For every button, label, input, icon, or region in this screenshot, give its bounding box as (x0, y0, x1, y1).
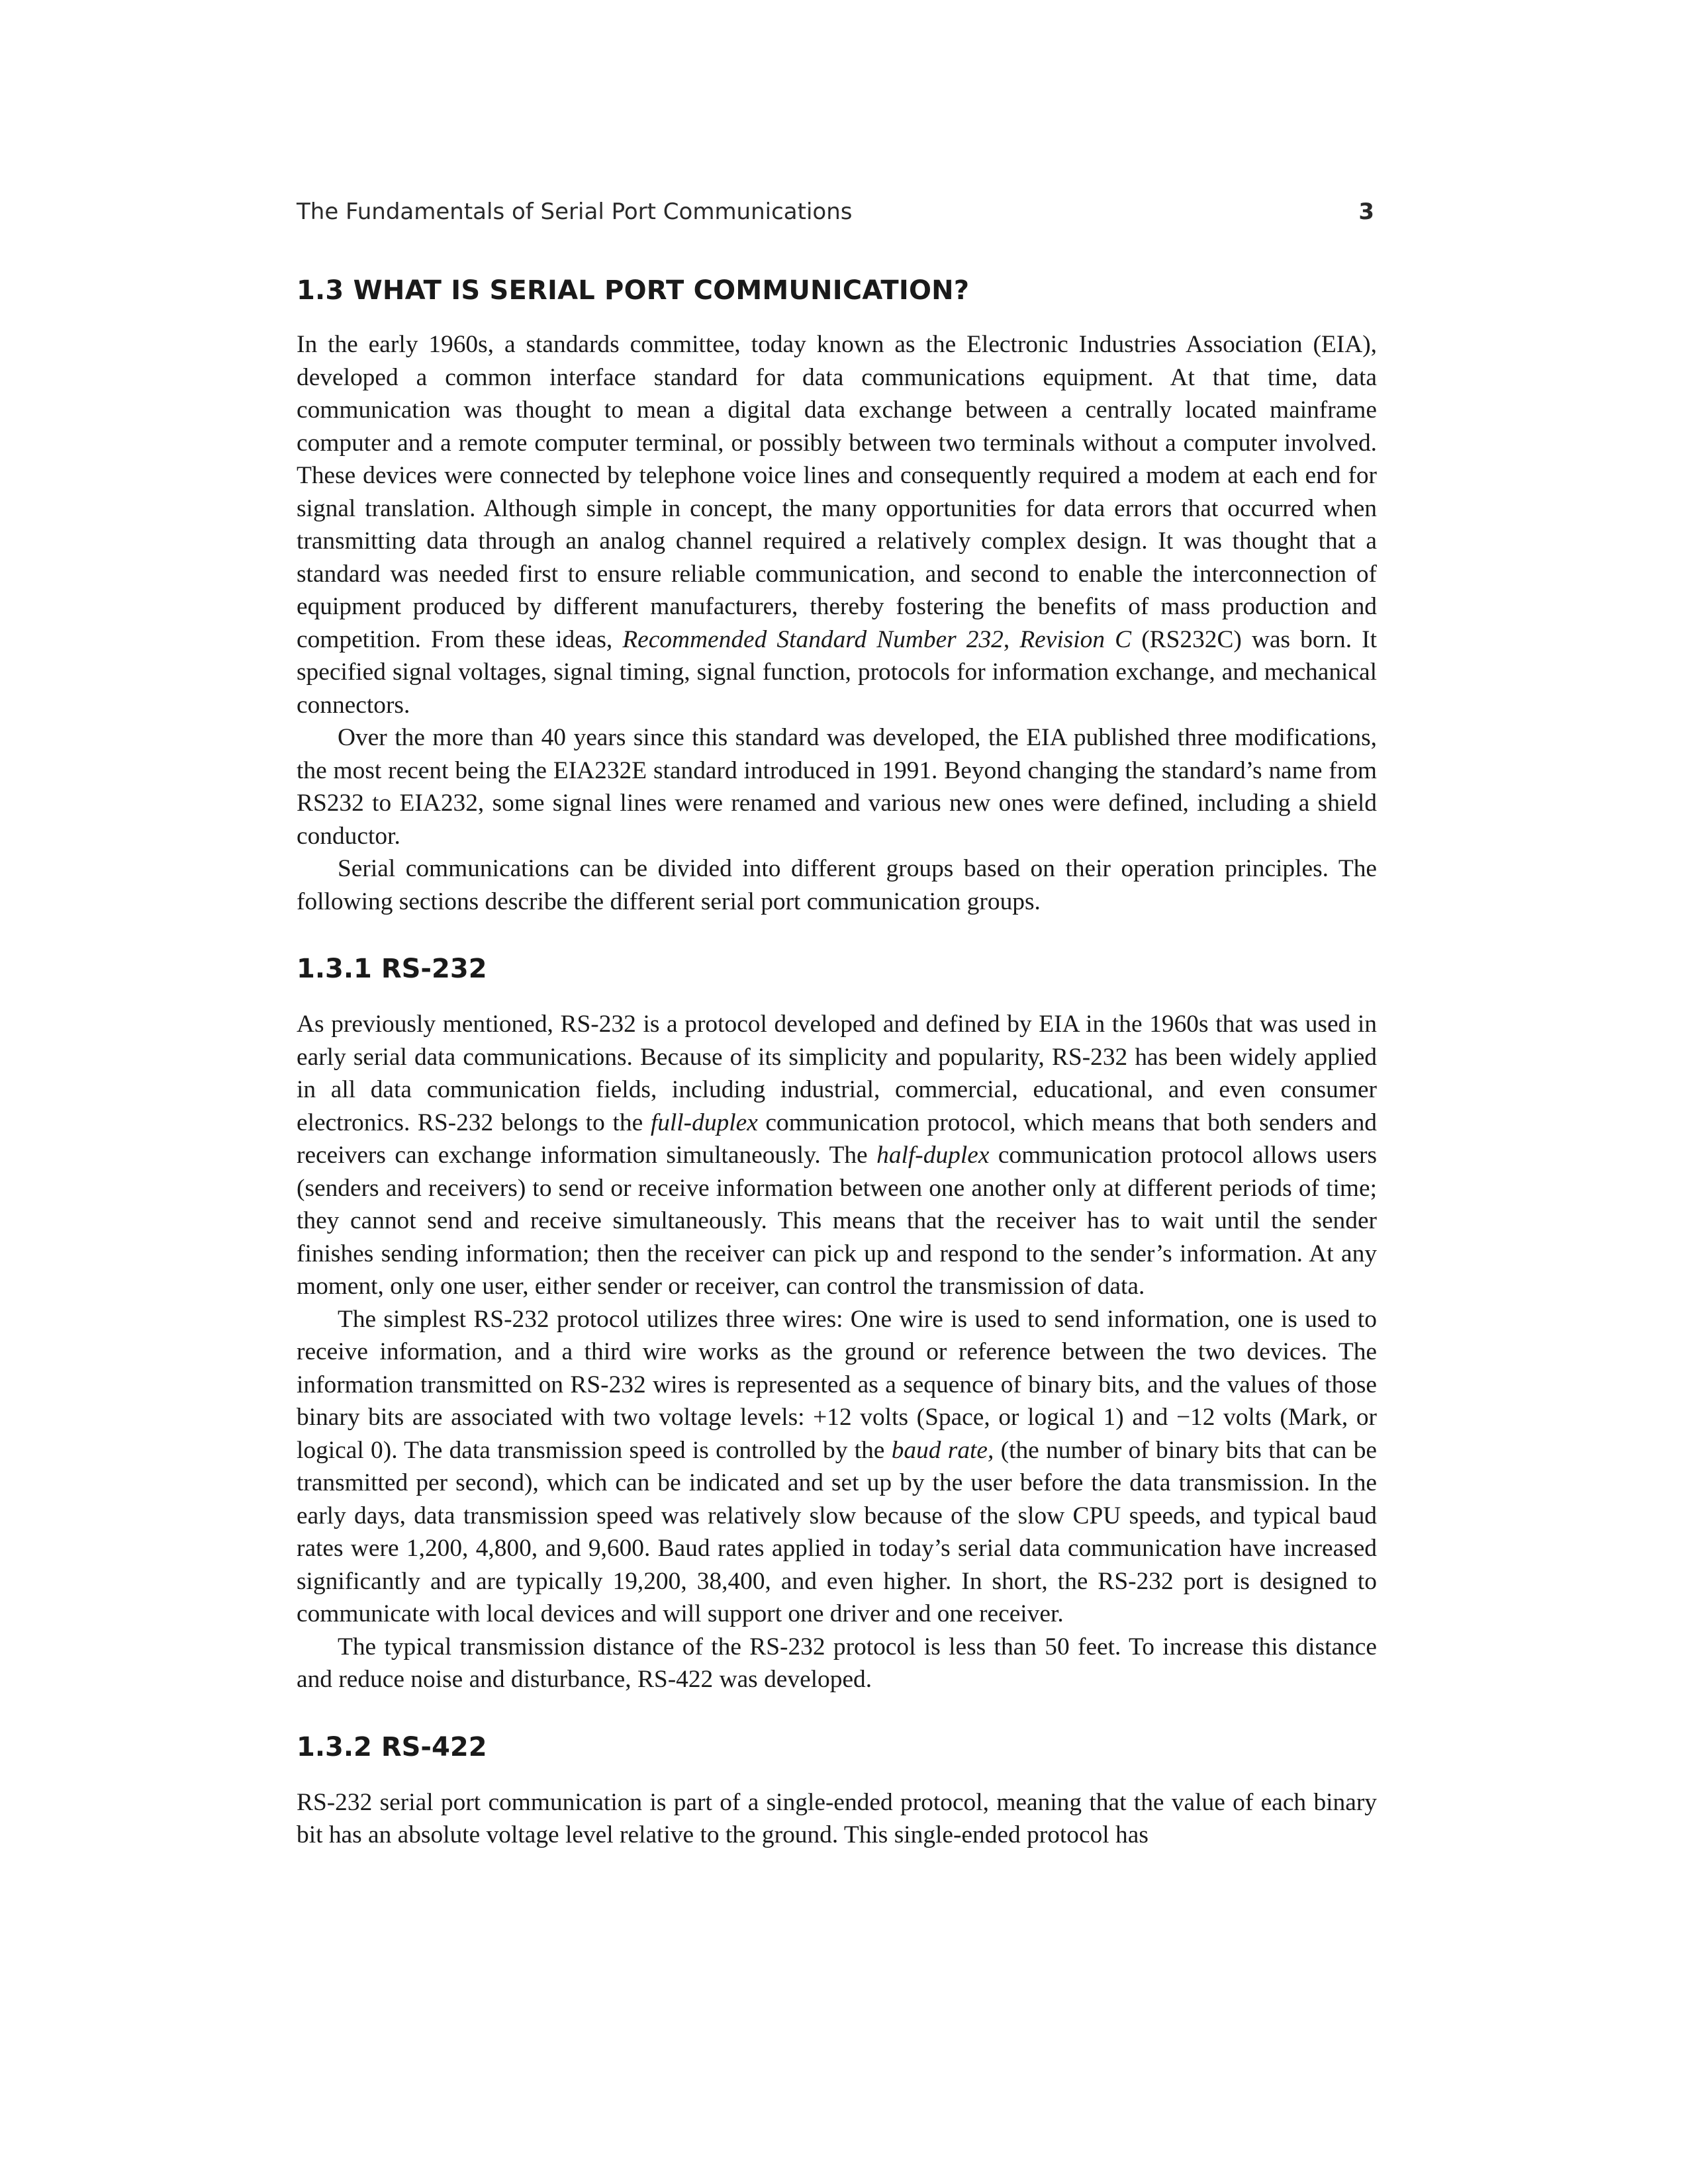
paragraph-rs232-overview (297, 1008, 1377, 1303)
text-run: The simplest RS-232 protocol utilizes three wires: One wire is used to send information, one is used to receive information, and a third wire works as the ground or reference between the two devices. The information transmitted on RS-232 wires is represented as a sequence of binary bits, and the values of those binary bits are associated with two voltage levels: +12 volts (Space, or logical 1) and −12 volts (Mark, or logical 0). The data transmission speed is controlled by the (297, 1305, 1377, 1464)
page-number: 3 (1358, 199, 1374, 225)
text-run: As previously mentioned, RS-232 is a protocol developed and defined by EIA in the 1960s that was used in early serial data communications. Because of its simplicity and popularity, RS-232 has been widely applied in all data communication fields, including industrial, commercial, educational, and even consumer electronics. RS-232 belongs to the (297, 1011, 1377, 1136)
text-run: (the number of binary bits that can be transmitted per second), which can be indicated and set up by the user before the data transmission. In the early days, data transmission speed was relatively slow because of the slow CPU speeds, and typical baud rates were 1,200, 4,800, and 9,600. Baud rates applied in today’s serial data communication have increased significantly and are typically 19,200, 38,400, and even higher. In short, the RS-232 port is designed to communicate with local devices and will support one driver and one receiver. (297, 1436, 1377, 1627)
paragraph-groups-intro: Serial communications can be divided into different groups based on their operation principles. The following sections describe the different serial port communication groups. (297, 855, 1377, 915)
section-heading-1-3-1: 1.3.1 RS-232 (297, 954, 487, 984)
running-title: The Fundamentals of Serial Port Communications (297, 199, 853, 225)
paragraph-single-ended: RS-232 serial port communication is part of a single-ended protocol, meaning that the value of each binary bit has an absolute voltage level relative to the ground. This single-ended protocol has (297, 1788, 1377, 1848)
book-page (297, 199, 1377, 2151)
emphasis-revision: Revision C (1019, 625, 1132, 653)
section-heading-1-3-2: 1.3.2 RS-422 (297, 1731, 487, 1762)
section-heading-1-3: 1.3 WHAT IS SERIAL PORT COMMUNICATION? (297, 275, 970, 306)
emphasis-full-duplex: full-duplex (650, 1109, 758, 1136)
emphasis-baud-rate: baud rate, (891, 1436, 994, 1464)
paragraph-three-wires (297, 1303, 1377, 1631)
emphasis-rs232-title: Recommended Standard Number 232 (622, 625, 1004, 653)
text-run: (RS232C) was born. It specified signal voltages, signal timing, signal function, protocols for information exchange, and mechanical connectors. (297, 625, 1377, 719)
text-run: , (1003, 625, 1020, 653)
paragraph-transmission-distance: The typical transmission distance of the RS-232 protocol is less than 50 feet. To increase this distance and reduce noise and disturbance, RS-422 was developed. (297, 1633, 1377, 1693)
text-run: In the early 1960s, a standards committee, today known as the Electronic Industries Association (EIA), developed a common interface standard for data communications equipment. At that time, data communication was thought to mean a digital data exchange between a centrally located mainframe computer and a remote computer terminal, or possibly between two terminals without a computer involved. These devices were connected by telephone voice lines and consequently required a modem at each end for signal translation. Although simple in concept, the many opportunities for data errors that occurred when transmitting data through an analog channel required a relatively complex design. It was thought that a standard was needed first to ensure reliable communication, and second to enable the interconnection of equipment produced by different manufacturers, thereby fostering the benefits of mass production and competition. From these ideas, (297, 331, 1377, 653)
text-run: communication protocol allows users (senders and receivers) to send or receive information between one another only at different periods of time; they cannot send and receive simultaneously. This means that the receiver has to wait until the sender finishes sending information; then the receiver can pick up and respond to the sender’s information. At any moment, only one user, either sender or receiver, can control the transmission of data. (297, 1142, 1378, 1300)
text-run: communication protocol, which means that both senders and receivers can exchange information simultaneously. The (297, 1109, 1377, 1169)
paragraph-modifications: Over the more than 40 years since this standard was developed, the EIA published three modifications, the most recent being the EIA232E standard introduced in 1991. Beyond changing the standard’s name from RS232 to EIA232, some signal lines were renamed and various new ones were defined, including a shield conductor. (297, 724, 1377, 850)
emphasis-half-duplex: half-duplex (876, 1142, 990, 1169)
running-header (297, 199, 1377, 234)
paragraph-eia-history (297, 328, 1377, 721)
